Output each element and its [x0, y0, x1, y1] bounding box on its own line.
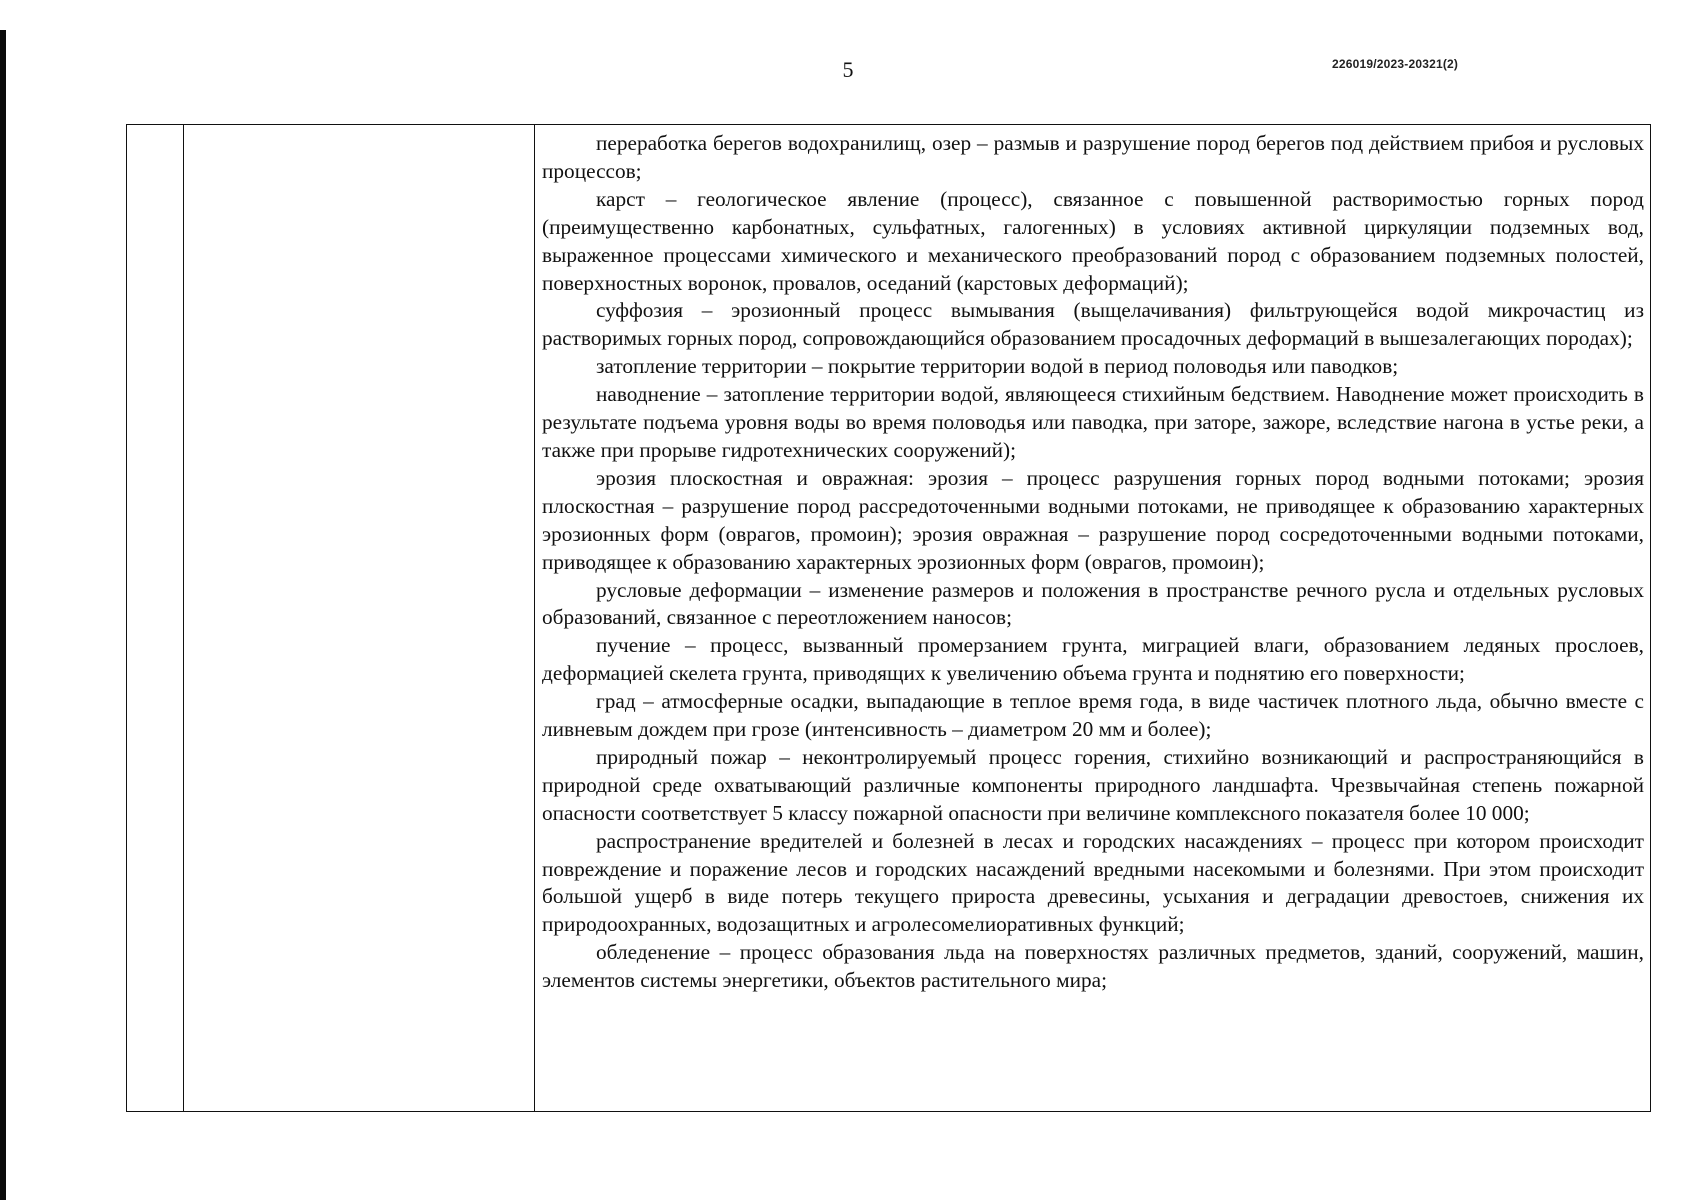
- page-number: 5: [842, 57, 854, 82]
- definition-flood: наводнение – затопление территории водой, являющееся стихийным бедствием. Наводнение может происходить в результате подъема уровня воды во время половодья или паводка, при заторе, зажоре, вследствие нагона в устье реки, а также при прорыве гидротехнических сооружений);: [542, 382, 1644, 462]
- definition-channel-deformation: русловые деформации – изменение размеров и положения в пространстве речного русла и отдельных русловых образований, связанное с переотложением наносов;: [542, 577, 1644, 630]
- document-id: 226019/2023-20321(2): [1332, 57, 1459, 71]
- definition-hail: град – атмосферные осадки, выпадающие в теплое время года, в виде частичек плотного льда, обычно вместе с ливневым дождем при грозе (интенсивность – диаметром 20 мм и более);: [542, 689, 1644, 742]
- table-column-definitions: [535, 125, 1650, 1111]
- definition-pests-diseases: распространение вредителей и болезней в лесах и городских насаждениях – процесс при котором происходит повреждение и поражение лесов и городских насаждений вредными насекомыми и болезнями. При этом происходит большой ущерб в виде потерь текущего прироста древесины, усыхания и деградации древостоев, снижения их природоохранных, водозащитных и агролесомелиоративных функций;: [542, 828, 1644, 937]
- definition-flooding-territory: затопление территории – покрытие территории водой в период половодья или паводков;: [596, 354, 1399, 379]
- definition-erosion: эрозия плоскостная и овражная: эрозия – процесс разрушения горных пород водными потоками; эрозия плоскостная – разрушение пород рассредоточенными водными потоками, не приводящее к образованию характерных эрозионных форм (оврагов, промоин); эрозия овражная – разрушение пород сосредоточенными водными потоками, приводящее к образованию характерных эрозионных форм (оврагов, промоин);: [542, 465, 1644, 574]
- table-column-name: [184, 125, 535, 1111]
- definition-karst: карст – геологическое явление (процесс), связанное с повышенной растворимостью горных пород (преимущественно карбонатных, сульфатных, галогенных) в условиях активной циркуляции подземных вод, выраженное процессами химического и механического преобразований пород с образованием подземных полостей, поверхностных воронок, провалов, оседаний (карстовых деформаций);: [542, 186, 1644, 295]
- definition-coast-processing: переработка берегов водохранилищ, озер – размыв и разрушение пород берегов под действием прибоя и русловых процессов;: [542, 131, 1644, 183]
- definition-icing: обледенение – процесс образования льда на поверхностях различных предметов, зданий, сооружений, машин, элементов системы энергетики, объектов растительного мира;: [542, 940, 1644, 993]
- table-column-number: [127, 125, 184, 1111]
- definition-frost-heave: пучение – процесс, вызванный промерзанием грунта, миграцией влаги, образованием ледяных прослоев, деформацией скелета грунта, приводящих к увеличению объема грунта и поднятию его поверхности;: [542, 633, 1644, 686]
- definition-wildfire: природный пожар – неконтролируемый процесс горения, стихийно возникающий и распространяющийся в природной среде охватывающий различные компоненты природного ландшафта. Чрезвычайная степень пожарной опасности соответствует 5 классу пожарной опасности при величине комплексного показателя более 10 000;: [542, 744, 1644, 825]
- definition-suffosion: суффозия – эрозионный процесс вымывания (выщелачивания) фильтрующейся водой микрочастиц из растворимых горных пород, сопровождающийся образованием просадочных деформаций в вышезалегающих породах);: [542, 298, 1644, 351]
- definitions-table: [126, 124, 1651, 1112]
- scan-edge: [0, 30, 6, 1200]
